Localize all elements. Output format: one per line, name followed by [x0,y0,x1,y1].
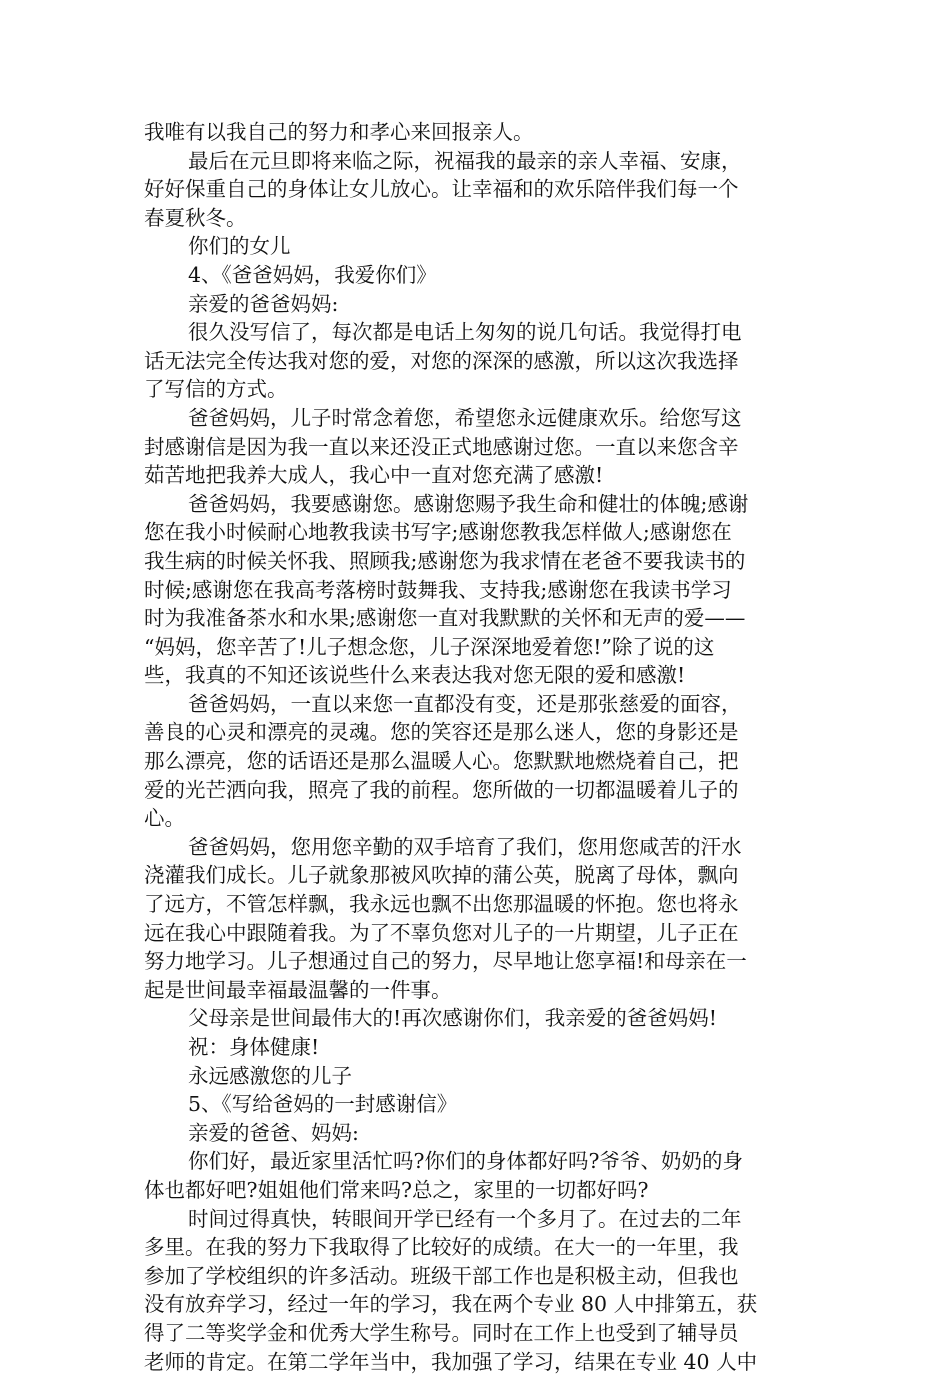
text-line: 你们的女儿 [188,234,291,259]
text-line: 亲爱的爸爸妈妈: [188,291,339,316]
text-line: 您在我小时候耐心地教我读书写字;感谢您教我怎样做人;感谢您在 [144,520,732,545]
text-line: 封感谢信是因为我一直以来还没正式地感谢过您。一直以来您含辛 [144,434,739,459]
text-line: 多里。在我的努力下我取得了比较好的成绩。在大一的一年里，我 [144,1235,739,1260]
text-line: 体也都好吧?姐姐他们常来吗?总之，家里的一切都好吗? [144,1177,649,1202]
text-line: 了远方，不管怎样飘，我永远也飘不出您那温暖的怀抱。您也将永 [144,892,739,917]
text-line: 时间过得真快，转眼间开学已经有一个多月了。在过去的二年 [188,1206,742,1231]
text-line: 善良的心灵和漂亮的灵魂。您的笑容还是那么迷人，您的身影还是 [144,720,739,745]
text-line: 得了二等奖学金和优秀大学生称号。同时在工作上也受到了辅导员 [144,1320,739,1345]
text-line: 茹苦地把我养大成人，我心中一直对您充满了感激! [144,463,604,488]
text-line: 好好保重自己的身体让女儿放心。让幸福和的欢乐陪伴我们每一个 [144,177,739,202]
text-line: 爸爸妈妈，我要感谢您。感谢您赐予我生命和健壮的体魄;感谢 [188,491,749,516]
text-line: 最后在元旦即将来临之际，祝福我的最亲的亲人幸福、安康， [188,148,742,173]
text-line: 祝：身体健康! [188,1035,320,1059]
text-line: 心。 [144,806,185,831]
text-line: 永远感激您的儿子 [188,1063,352,1088]
text-line: 老师的肯定。在第二学年当中，我加强了学习，结果在专业 40 人中 [144,1349,758,1374]
text-line: 那么漂亮，您的话语还是那么温暖人心。您默默地燃烧着自己，把 [144,749,739,774]
document-body [144,118,812,1376]
text-line: 些，我真的不知还该说些什么来表达我对您无限的爱和感激! [144,663,686,688]
text-line: 5、《写给爸妈的一封感谢信》 [188,1092,458,1117]
text-line: 很久没写信了，每次都是电话上匆匆的说几句话。我觉得打电 [188,320,742,345]
text-line: 爸爸妈妈，儿子时常念着您，希望您永远健康欢乐。给您写这 [188,405,742,430]
text-line: 4、《爸爸妈妈，我爱你们》 [188,262,437,287]
text-line: 努力地学习。儿子想通过自己的努力，尽早地让您享福!和母亲在一 [144,949,747,974]
text-line: 没有放弃学习，经过一年的学习，我在两个专业 80 人中排第五，获 [144,1292,758,1317]
text-line: 你们好，最近家里活忙吗?你们的身体都好吗?爷爷、奶奶的身 [188,1149,743,1174]
text-line: 话无法完全传达我对您的爱，对您的深深的感激，所以这次我选择 [144,348,739,373]
text-line: 时候;感谢您在我高考落榜时鼓舞我、支持我;感谢您在我读书学习 [144,577,732,602]
text-line: 爸爸妈妈，一直以来您一直都没有变，还是那张慈爱的面容， [188,691,742,716]
text-line: 时为我准备茶水和水果;感谢您一直对我默默的关怀和无声的爱—— [144,606,746,631]
text-line: 亲爱的爸爸、妈妈: [188,1120,359,1145]
text-line: 我唯有以我自己的努力和孝心来回报亲人。 [144,120,534,144]
text-line: 爱的光芒洒向我，照亮了我的前程。您所做的一切都温暖着儿子的 [144,777,739,802]
text-line: 爸爸妈妈，您用您辛勤的双手培育了我们，您用您咸苦的汗水 [188,834,742,859]
text-line: 远在我心中跟随着我。为了不辜负您对儿子的一片期望，儿子正在 [144,920,739,945]
text-line: 我生病的时候关怀我、照顾我;感谢您为我求情在老爸不要我读书的 [144,548,746,573]
text-line: 父母亲是世间最伟大的!再次感谢你们，我亲爱的爸爸妈妈! [188,1006,717,1031]
text-line: 春夏秋冬。 [144,205,247,230]
text-line: 浇灌我们成长。儿子就象那被风吹掉的蒲公英，脱离了母体，飘向 [144,863,739,888]
text-line: 起是世间最幸福最温馨的一件事。 [144,977,452,1002]
text-line: 了写信的方式。 [144,377,288,402]
text-line: “妈妈，您辛苦了!儿子想念您，儿子深深地爱着您!”除了说的这 [144,634,715,659]
text-line: 参加了学校组织的许多活动。班级干部工作也是积极主动，但我也 [144,1263,739,1288]
